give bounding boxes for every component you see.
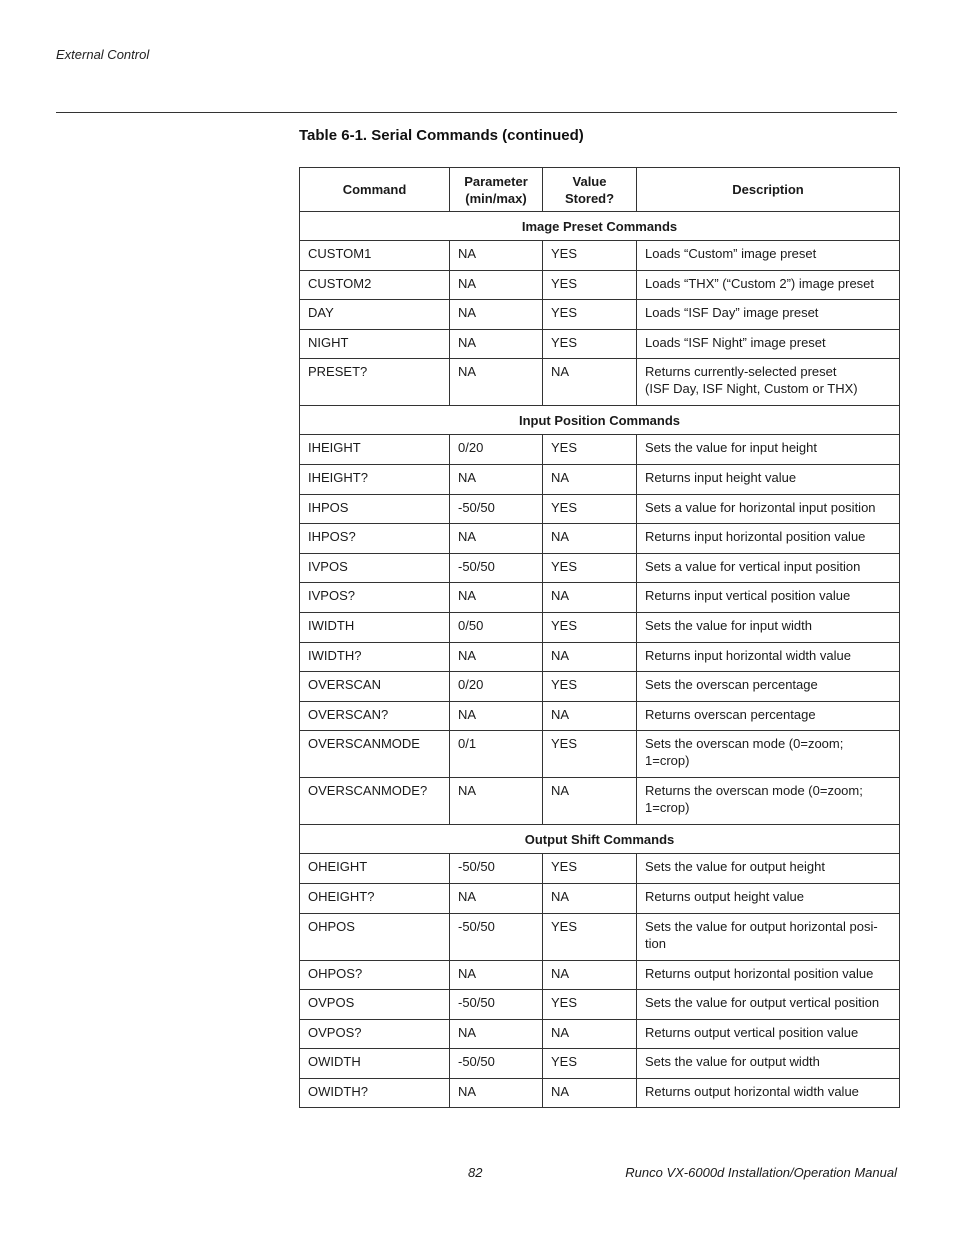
cell-description: Returns output vertical position value xyxy=(637,1019,900,1049)
cell-description: Sets a value for horizontal input position xyxy=(637,494,900,524)
cell-description: Returns currently-selected preset (ISF Day, ISF Night, Custom or THX) xyxy=(637,359,900,406)
table-row xyxy=(300,524,900,554)
table-row xyxy=(300,731,900,778)
cell-description: Loads “THX” (“Custom 2”) image preset xyxy=(637,270,900,300)
cell-description: Sets the value for output horizontal posi- tion xyxy=(637,913,900,960)
cell-stored: YES xyxy=(543,990,637,1020)
page-number: 82 xyxy=(468,1165,483,1180)
cell-stored: NA xyxy=(543,883,637,913)
cell-command: OVPOS? xyxy=(300,1019,450,1049)
cell-description: Loads “ISF Night” image preset xyxy=(637,329,900,359)
cell-parameter: -50/50 xyxy=(450,913,543,960)
section-row xyxy=(300,825,900,854)
cell-command: OVERSCANMODE xyxy=(300,731,450,778)
cell-parameter: 0/50 xyxy=(450,612,543,642)
cell-command: PRESET? xyxy=(300,359,450,406)
cell-stored: YES xyxy=(543,612,637,642)
table-row xyxy=(300,672,900,702)
table-row xyxy=(300,642,900,672)
cell-stored: NA xyxy=(543,359,637,406)
cell-description: Returns input height value xyxy=(637,464,900,494)
cell-command: IWIDTH? xyxy=(300,642,450,672)
cell-command: NIGHT xyxy=(300,329,450,359)
table-row xyxy=(300,464,900,494)
cell-description: Sets the value for output height xyxy=(637,854,900,884)
cell-parameter: NA xyxy=(450,241,543,271)
section-row xyxy=(300,406,900,435)
cell-command: OVERSCAN? xyxy=(300,701,450,731)
cell-command: IVPOS xyxy=(300,553,450,583)
cell-stored: YES xyxy=(543,329,637,359)
cell-stored: YES xyxy=(543,494,637,524)
cell-parameter: NA xyxy=(450,359,543,406)
column-header-parameter xyxy=(450,168,543,212)
cell-parameter: NA xyxy=(450,1019,543,1049)
manual-title: Runco VX-6000d Installation/Operation Manual xyxy=(625,1165,897,1180)
cell-stored: NA xyxy=(543,642,637,672)
table-row xyxy=(300,778,900,825)
cell-stored: NA xyxy=(543,524,637,554)
cell-stored: YES xyxy=(543,435,637,465)
cell-command: IWIDTH xyxy=(300,612,450,642)
cell-command: IHEIGHT xyxy=(300,435,450,465)
cell-stored: NA xyxy=(543,1019,637,1049)
cell-parameter: -50/50 xyxy=(450,553,543,583)
cell-parameter: NA xyxy=(450,883,543,913)
table-row xyxy=(300,990,900,1020)
table-row xyxy=(300,1049,900,1079)
table-row xyxy=(300,553,900,583)
cell-command: OHPOS? xyxy=(300,960,450,990)
cell-stored: YES xyxy=(543,241,637,271)
table-row xyxy=(300,583,900,613)
cell-stored: YES xyxy=(543,913,637,960)
cell-description: Returns output horizontal position value xyxy=(637,960,900,990)
cell-parameter: 0/20 xyxy=(450,672,543,702)
section-title: Output Shift Commands xyxy=(300,825,900,854)
section-title: Image Preset Commands xyxy=(300,212,900,241)
cell-parameter: NA xyxy=(450,300,543,330)
table-row xyxy=(300,701,900,731)
cell-description: Sets the value for output vertical position xyxy=(637,990,900,1020)
cell-command: DAY xyxy=(300,300,450,330)
table-title: Table 6-1. Serial Commands (continued) xyxy=(299,127,584,144)
cell-command: OVPOS xyxy=(300,990,450,1020)
cell-parameter: NA xyxy=(450,583,543,613)
cell-description: Returns input vertical position value xyxy=(637,583,900,613)
table-row xyxy=(300,913,900,960)
table-row xyxy=(300,241,900,271)
cell-stored: YES xyxy=(543,300,637,330)
cell-parameter: NA xyxy=(450,778,543,825)
cell-command: IHEIGHT? xyxy=(300,464,450,494)
cell-stored: YES xyxy=(543,1049,637,1079)
cell-description: Sets the overscan mode (0=zoom; 1=crop) xyxy=(637,731,900,778)
cell-parameter: NA xyxy=(450,464,543,494)
cell-command: OHEIGHT xyxy=(300,854,450,884)
table-header-row xyxy=(300,168,900,212)
cell-command: OVERSCAN xyxy=(300,672,450,702)
cell-command: OVERSCANMODE? xyxy=(300,778,450,825)
cell-parameter: NA xyxy=(450,329,543,359)
serial-commands-table xyxy=(299,167,900,1108)
cell-description: Returns input horizontal width value xyxy=(637,642,900,672)
column-header-stored-text: Value Stored? xyxy=(564,173,615,206)
cell-command: OHEIGHT? xyxy=(300,883,450,913)
cell-stored: NA xyxy=(543,1078,637,1108)
cell-command: OHPOS xyxy=(300,913,450,960)
cell-parameter: NA xyxy=(450,642,543,672)
cell-parameter: 0/1 xyxy=(450,731,543,778)
table-row xyxy=(300,960,900,990)
cell-description: Sets the value for input height xyxy=(637,435,900,465)
cell-stored: NA xyxy=(543,583,637,613)
table-row xyxy=(300,300,900,330)
cell-description: Loads “Custom” image preset xyxy=(637,241,900,271)
table-row xyxy=(300,883,900,913)
cell-stored: YES xyxy=(543,854,637,884)
table-row xyxy=(300,854,900,884)
table-row xyxy=(300,329,900,359)
table-body xyxy=(300,212,900,1108)
cell-stored: YES xyxy=(543,270,637,300)
cell-parameter: -50/50 xyxy=(450,854,543,884)
cell-parameter: NA xyxy=(450,270,543,300)
cell-stored: YES xyxy=(543,672,637,702)
cell-stored: NA xyxy=(543,464,637,494)
table-row xyxy=(300,359,900,406)
column-header-parameter-text: Parameter (min/max) xyxy=(464,173,528,206)
table-row xyxy=(300,1078,900,1108)
column-header-command: Command xyxy=(300,168,450,212)
cell-parameter: NA xyxy=(450,524,543,554)
running-header: External Control xyxy=(56,47,150,62)
cell-parameter: -50/50 xyxy=(450,990,543,1020)
cell-description: Returns overscan percentage xyxy=(637,701,900,731)
cell-command: OWIDTH? xyxy=(300,1078,450,1108)
cell-stored: NA xyxy=(543,778,637,825)
cell-description: Sets the overscan percentage xyxy=(637,672,900,702)
cell-stored: NA xyxy=(543,960,637,990)
cell-description: Returns output horizontal width value xyxy=(637,1078,900,1108)
table-row xyxy=(300,435,900,465)
cell-description: Sets a value for vertical input position xyxy=(637,553,900,583)
header-rule xyxy=(56,112,897,113)
table-row xyxy=(300,612,900,642)
table-row xyxy=(300,270,900,300)
cell-description: Sets the value for output width xyxy=(637,1049,900,1079)
cell-stored: YES xyxy=(543,731,637,778)
cell-parameter: NA xyxy=(450,960,543,990)
section-row xyxy=(300,212,900,241)
cell-stored: NA xyxy=(543,701,637,731)
cell-command: IVPOS? xyxy=(300,583,450,613)
cell-parameter: -50/50 xyxy=(450,1049,543,1079)
cell-command: OWIDTH xyxy=(300,1049,450,1079)
table-row xyxy=(300,494,900,524)
cell-parameter: -50/50 xyxy=(450,494,543,524)
table-row xyxy=(300,1019,900,1049)
cell-parameter: 0/20 xyxy=(450,435,543,465)
column-header-stored xyxy=(543,168,637,212)
cell-description: Sets the value for input width xyxy=(637,612,900,642)
cell-command: IHPOS? xyxy=(300,524,450,554)
section-title: Input Position Commands xyxy=(300,406,900,435)
cell-command: IHPOS xyxy=(300,494,450,524)
cell-description: Loads “ISF Day” image preset xyxy=(637,300,900,330)
cell-command: CUSTOM1 xyxy=(300,241,450,271)
cell-command: CUSTOM2 xyxy=(300,270,450,300)
cell-description: Returns output height value xyxy=(637,883,900,913)
cell-stored: YES xyxy=(543,553,637,583)
column-header-description: Description xyxy=(637,168,900,212)
cell-description: Returns the overscan mode (0=zoom; 1=crop) xyxy=(637,778,900,825)
cell-parameter: NA xyxy=(450,701,543,731)
cell-description: Returns input horizontal position value xyxy=(637,524,900,554)
cell-parameter: NA xyxy=(450,1078,543,1108)
